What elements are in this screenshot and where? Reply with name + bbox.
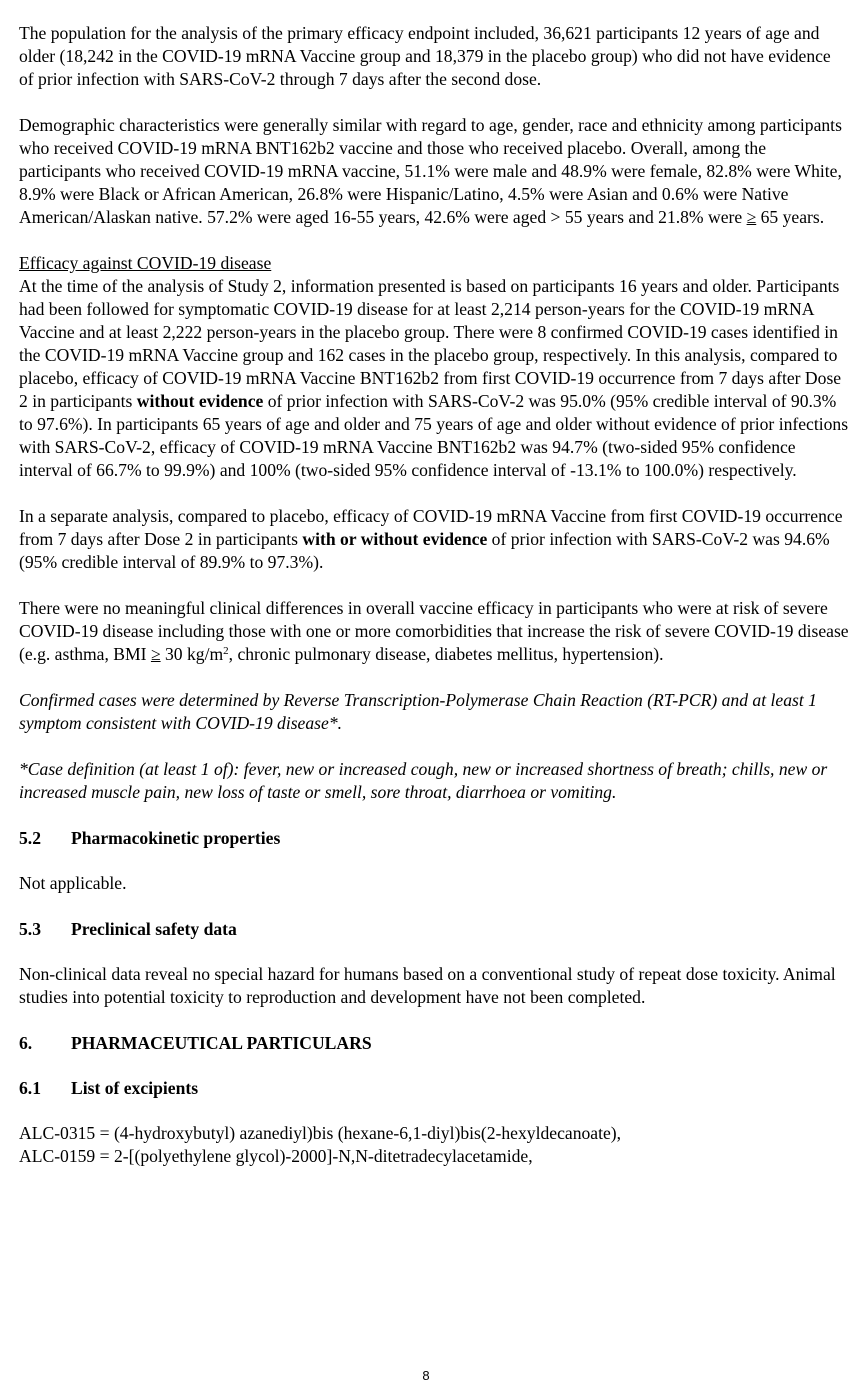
section-title: Pharmacokinetic properties — [71, 828, 281, 848]
excipient-item: ALC-0159 = 2-[(polyethylene glycol)-2000]-N,N-ditetradecylacetamide, — [19, 1146, 533, 1166]
population-paragraph: The population for the analysis of the primary efficacy endpoint included, 36,621 participants 12 years of age and older (18,242 in the COVID-19 mRNA Vaccine group and 18,379 in the placebo group) who did not have evidence of prior infection with SARS-CoV-2 through 7 days after the second dose. — [19, 23, 831, 89]
section-title: Preclinical safety data — [71, 919, 237, 939]
demographics-text: Demographic characteristics were generally similar with regard to age, gender, race and ethnicity among participants who received COVID-19 mRNA BNT162b2 vaccine and those who received placebo. Overall, among the participants who received COVID-19 mRNA vaccine, 51.1% were male and 48.9% were female, 82.8% were White, 8.9% were Black or African American, 26.8% were Hispanic/Latino, 4.5% were Asian and 0.6% were Native American/Alaskan native. 57.2% were aged 16-55 years, 42.6% were aged > 55 years and 21.8% were — [19, 115, 842, 227]
section-heading-5-2 — [19, 827, 849, 850]
page-number: 8 — [422, 1368, 430, 1383]
separate-text-end: of prior infection with SARS-CoV-2 was 94.6% (95% credible interval of 89.9% to 97.3%). — [19, 529, 830, 572]
greater-equal-symbol: ≥ — [746, 207, 757, 227]
section-title: PHARMACEUTICAL PARTICULARS — [71, 1033, 372, 1053]
document-page — [19, 22, 849, 1168]
confirmed-cases-paragraph: Confirmed cases were determined by Reverse Transcription-Polymerase Chain Reaction (RT-PCR) and at least 1 symptom consistent with COVID-19 disease*. — [19, 690, 817, 733]
section-heading-5-3 — [19, 918, 849, 941]
severe-risk-paragraph — [19, 597, 849, 666]
greater-equal-symbol: ≥ — [150, 644, 161, 664]
superscript: 2 — [223, 645, 229, 657]
separate-analysis-paragraph — [19, 505, 849, 574]
section-5-2-body: Not applicable. — [19, 873, 127, 893]
section-5-3-body: Non-clinical data reveal no special hazard for humans based on a conventional study of repeat dose toxicity. Animal studies into potential toxicity to reproduction and development have not been completed. — [19, 964, 836, 1007]
separate-bold-text: with or without evidence — [302, 529, 488, 549]
efficacy-text: At the time of the analysis of Study 2, information presented is based on participants 16 years and older. Participants had been followed for symptomatic COVID-19 disease for at least 2,214 person-years for the COVID-19 mRNA Vaccine and at least 2,222 person-years in the placebo group. There were 8 confirmed COVID-19 cases identified in the COVID-19 mRNA Vaccine group and 162 cases in the placebo group, respectively. In this analysis, compared to placebo, efficacy of COVID-19 mRNA Vaccine BNT162b2 from first COVID-19 occurrence from 7 days after Dose 2 in participants — [19, 276, 842, 411]
demographics-paragraph — [19, 114, 849, 229]
section-number: 6. — [19, 1033, 33, 1053]
efficacy-paragraph — [19, 252, 849, 482]
demographics-text-end: 65 years. — [756, 207, 825, 227]
separate-text: In a separate analysis, compared to placebo, efficacy of COVID-19 mRNA Vaccine from first COVID-19 occurrence from 7 days after Dose 2 in participants — [19, 506, 843, 549]
section-number: 6.1 — [19, 1078, 41, 1098]
severe-text-end: , chronic pulmonary disease, diabetes mellitus, hypertension). — [228, 644, 664, 664]
section-number: 5.3 — [19, 919, 41, 939]
case-definition-paragraph: *Case definition (at least 1 of): fever, new or increased cough, new or increased shortness of breath; chills, new or increased muscle pain, new loss of taste or smell, sore throat, diarrhoea or vomiting. — [19, 759, 828, 802]
excipient-item: ALC-0315 = (4-hydroxybutyl) azanediyl)bis (hexane-6,1-diyl)bis(2-hexyldecanoate), — [19, 1123, 622, 1143]
severe-text-mid: 30 kg/m — [160, 644, 224, 664]
efficacy-text-end: of prior infection with SARS-CoV-2 was 95.0% (95% credible interval of 90.3% to 97.6%). In participants 65 years of age and older and 75 years of age and older without evidence of prior infections with SARS-CoV-2, efficacy of COVID-19 mRNA Vaccine BNT162b2 was 94.7% (two-sided 95% confidence interval of 66.7% to 99.9%) and 100% (two-sided 95% confidence interval of -13.1% to 100.0%) respectively. — [19, 391, 849, 480]
section-number: 5.2 — [19, 828, 41, 848]
section-title: List of excipients — [71, 1078, 199, 1098]
efficacy-subheading: Efficacy against COVID-19 disease — [19, 253, 272, 273]
section-heading-6-1 — [19, 1077, 849, 1100]
section-heading-6 — [19, 1032, 849, 1055]
severe-text: There were no meaningful clinical differences in overall vaccine efficacy in participants who were at risk of severe COVID-19 disease including those with one or more comorbidities that increase the risk of severe COVID-19 disease (e.g. asthma, BMI — [19, 598, 849, 664]
efficacy-bold-text: without evidence — [136, 391, 264, 411]
excipient-list — [19, 1122, 849, 1168]
